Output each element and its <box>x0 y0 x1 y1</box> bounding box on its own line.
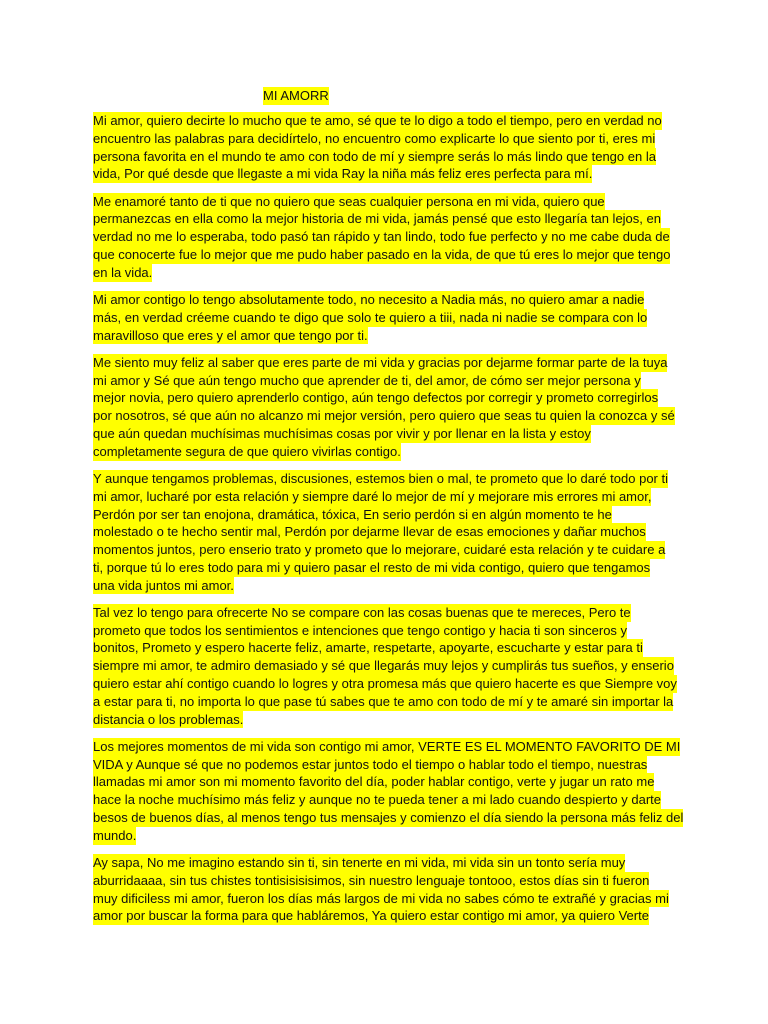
paragraph-line <box>93 577 713 595</box>
highlighted-text: ti, porque tú lo eres todo para mi y quiero pasar el resto de mi vida contigo, quiero que tengamos <box>93 559 651 575</box>
paragraph <box>93 604 713 729</box>
paragraph-line <box>93 907 713 925</box>
highlighted-text: en la vida. <box>93 264 153 280</box>
document-body <box>93 112 713 935</box>
paragraph-line <box>93 372 713 390</box>
highlighted-text: vida, Por qué desde que llegaste a mi vida Ray la niña más feliz eres perfecta para mí. <box>93 166 593 182</box>
paragraph-line <box>93 506 713 524</box>
highlighted-text: VIDA y Aunque sé que no podemos estar juntos todo el tiempo o hablar todo el tiempo, nuestras <box>93 756 648 772</box>
paragraph-line <box>93 112 713 130</box>
highlighted-text: Tal vez lo tengo para ofrecerte No se compare con las cosas buenas que te mereces, Pero te <box>93 604 631 620</box>
paragraph-line <box>93 827 713 845</box>
paragraph-line <box>93 657 713 675</box>
paragraph-line <box>93 165 713 183</box>
highlighted-text: Ay sapa, No me imagino estando sin ti, sin tenerte en mi vida, mi vida sin un tonto sería muy <box>93 855 626 871</box>
paragraph-line <box>93 291 713 309</box>
paragraph-line <box>93 210 713 228</box>
paragraph <box>93 112 713 183</box>
paragraph-line <box>93 809 713 827</box>
paragraph-line <box>93 559 713 577</box>
highlighted-text: amor por buscar la forma para que habláremos, Ya quiero estar contigo mi amor, ya quiero Verte <box>93 908 649 924</box>
highlighted-text: completamente segura de que quiero vivirlas contigo. <box>93 443 401 459</box>
highlighted-text: maravilloso que eres y el amor que tengo por ti. <box>93 327 368 343</box>
highlighted-text: Los mejores momentos de mi vida son contigo mi amor, VERTE ES EL MOMENTO FAVORITO DE MI <box>93 738 681 754</box>
highlighted-text: besos de buenos días, al menos tengo tus mensajes y comienzo el día siendo la persona más feliz del <box>93 810 684 826</box>
paragraph-line <box>93 246 713 264</box>
highlighted-text: aburridaaaa, sin tus chistes tontisisisisimos, sin nuestro lenguaje tontooo, estos días sin ti fueron <box>93 872 650 888</box>
paragraph-line <box>93 791 713 809</box>
highlighted-text: prometo que todos los sentimientos e intenciones que tengo contigo y hacia ti son sinceros y <box>93 622 628 638</box>
highlighted-text: quiero estar ahí contigo cuando lo logres y otra promesa más que quiero hacerte es que Siempre voy <box>93 676 677 692</box>
paragraph-line <box>93 193 713 211</box>
highlighted-text: Y aunque tengamos problemas, discusiones, estemos bien o mal, te prometo que lo daré todo por ti <box>93 470 668 486</box>
paragraph-line <box>93 639 713 657</box>
paragraph-line <box>93 604 713 622</box>
paragraph-line <box>93 693 713 711</box>
paragraph-line <box>93 738 713 756</box>
highlighted-text: bonitos, Prometo y espero hacerte feliz, amarte, respetarte, apoyarte, escucharte y estar para ti <box>93 640 643 656</box>
paragraph-line <box>93 541 713 559</box>
paragraph <box>93 470 713 595</box>
paragraph-line <box>93 773 713 791</box>
highlighted-text: mundo. <box>93 827 137 843</box>
paragraph-line <box>93 130 713 148</box>
highlighted-text: que aún quedan muchísimas muchísimas cosas por vivir y por llenar en la lista y estoy <box>93 425 591 441</box>
highlighted-text: siempre mi amor, te admiro demasiado y sé que llegarás muy lejos y cumplirás tus sueños, y enserio <box>93 658 674 674</box>
paragraph-line <box>93 443 713 461</box>
highlighted-text: Mi amor contigo lo tengo absolutamente todo, no necesito a Nadia más, no quiero amar a nadie <box>93 291 645 307</box>
highlighted-text: hace la noche muchísimo más feliz y aunque no te pueda tener a mi lado cuando despierto y darte <box>93 792 662 808</box>
highlighted-text: verdad no me lo esperaba, todo pasó tan rápido y tan lindo, todo fue perfecto y no me cabe duda de <box>93 229 670 245</box>
paragraph-line <box>93 756 713 774</box>
highlighted-text: molestado o te hecho sentir mal, Perdón por dejarme llevar de esas emociones y dañar muchos <box>93 524 646 540</box>
highlighted-text: mi amor y Sé que aún tengo mucho que aprender de ti, del amor, de cómo ser mejor persona y <box>93 372 641 388</box>
paragraph-line <box>93 389 713 407</box>
highlighted-text: encuentro las palabras para decidírtelo, no encuentro como explicarte lo que siento por ti, eres mi <box>93 130 656 146</box>
highlighted-text: que conocerte fue lo mejor que me pudo haber pasado en la vida, de que tú eres lo mejor que tengo <box>93 246 671 262</box>
paragraph <box>93 738 713 845</box>
paragraph-line <box>93 425 713 443</box>
highlighted-text: muy dificiless mi amor, fueron los días más largos de mi vida no sabes cómo te extrañé y gracias mi <box>93 890 669 906</box>
highlighted-text: Me enamoré tanto de ti que no quiero que seas cualquier persona en mi vida, quiero que <box>93 193 605 209</box>
paragraph-line <box>93 327 713 345</box>
paragraph-line <box>93 872 713 890</box>
highlighted-text: a estar para ti, no importa lo que pase tú sabes que te amo con todo de mí y te amaré sin importar la <box>93 693 674 709</box>
document-title-line <box>263 87 329 105</box>
paragraph-line <box>93 228 713 246</box>
highlighted-text: una vida juntos mi amor. <box>93 577 234 593</box>
highlighted-text: llamadas mi amor son mi momento favorito del día, poder hablar contigo, verte y jugar un rato me <box>93 774 655 790</box>
highlighted-text: Mi amor, quiero decirte lo mucho que te amo, sé que te lo digo a todo el tiempo, pero en verdad no <box>93 113 662 128</box>
highlighted-text: persona favorita en el mundo te amo con todo de mí y siempre serás lo más lindo que tengo en la <box>93 148 656 164</box>
highlighted-text: mi amor, lucharé por esta relación y siempre daré lo mejor de mí y mejorare mis errores mi amor, <box>93 488 652 504</box>
paragraph-line <box>93 470 713 488</box>
paragraph <box>93 354 713 461</box>
paragraph-line <box>93 407 713 425</box>
paragraph-line <box>93 309 713 327</box>
paragraph <box>93 193 713 282</box>
paragraph-line <box>93 148 713 166</box>
paragraph-line <box>93 523 713 541</box>
highlighted-text: permanezcas en ella como la mejor historia de mi vida, jamás pensé que esto llegaría tan lejos, en <box>93 211 661 227</box>
paragraph-line <box>93 488 713 506</box>
paragraph-line <box>93 622 713 640</box>
paragraph-line <box>93 354 713 372</box>
highlighted-text: Perdón por ser tan enojona, dramática, tóxica, En serio perdón si en algún momento te he <box>93 506 612 522</box>
paragraph-line <box>93 890 713 908</box>
paragraph-line <box>93 711 713 729</box>
paragraph <box>93 854 713 925</box>
highlighted-text: mejor novia, pero quiero aprenderlo contigo, aún tengo defectos por corregir y prometo corregirlos <box>93 390 659 406</box>
document-title: MI AMORR <box>263 88 329 103</box>
highlighted-text: Me siento muy feliz al saber que eres parte de mi vida y gracias por dejarme formar parte de la tuya <box>93 354 668 370</box>
highlighted-text: momentos juntos, pero enserio trato y prometo que lo mejorare, cuidaré esta relación y te cuidare a <box>93 542 666 558</box>
highlighted-text: por nosotros, sé que aún no alcanzo mi mejor versión, pero quiero que seas tu quien la conozca y sé <box>93 408 675 424</box>
highlighted-text: distancia o los problemas. <box>93 711 244 727</box>
highlighted-text: más, en verdad créeme cuando te digo que solo te quiero a tiii, nada ni nadie se compara con lo <box>93 309 648 325</box>
paragraph <box>93 291 713 344</box>
paragraph-line <box>93 675 713 693</box>
paragraph-line <box>93 854 713 872</box>
paragraph-line <box>93 264 713 282</box>
